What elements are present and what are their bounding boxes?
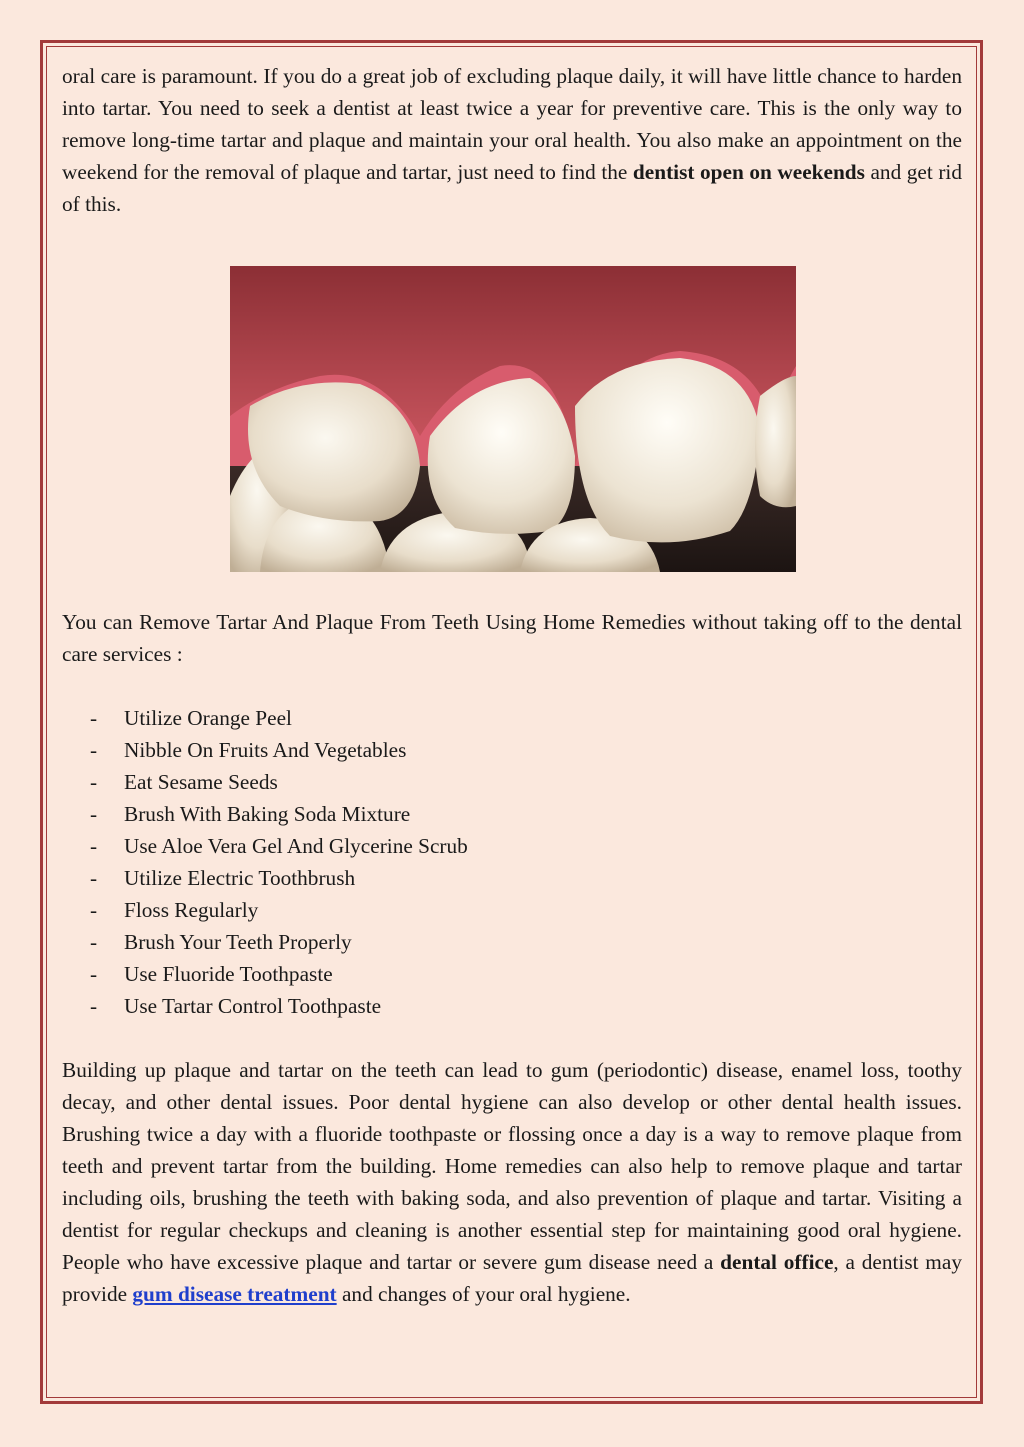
list-marker: - [90, 706, 98, 730]
list-item-label: Use Aloe Vera Gel And Glycerine Scrub [124, 834, 468, 858]
list-marker: - [90, 770, 98, 794]
remedies-intro: You can Remove Tartar And Plaque From Teeth Using Home Remedies without taking off to the dental care services : [62, 610, 962, 666]
list-item-label: Floss Regularly [124, 898, 259, 922]
list-marker: - [90, 802, 98, 826]
list-marker: - [90, 738, 98, 762]
list-item-label: Nibble On Fruits And Vegetables [124, 738, 407, 762]
list-marker: - [90, 898, 98, 922]
paragraph-text-middle: , a dentist may provide [62, 1250, 962, 1306]
list-item-label: Brush Your Teeth Properly [124, 930, 352, 954]
intro-paragraph [62, 60, 962, 220]
list-marker: - [90, 834, 98, 858]
list-item [62, 894, 962, 926]
list-marker: - [90, 962, 98, 986]
list-marker: - [90, 930, 98, 954]
remedies-list [62, 702, 962, 1022]
list-item [62, 702, 962, 734]
paragraph-text: oral care is paramount. If you do a great job of excluding plaque daily, it will have little chance to harden into tartar. You need to seek a dentist at least twice a year for preventive care. This is the only way to remove long-time tartar and plaque and maintain your oral health. You also make an appointment on the weekend for the removal of plaque and tartar, just need to find the [62, 64, 962, 184]
list-item [62, 830, 962, 862]
list-item-label: Brush With Baking Soda Mixture [124, 802, 411, 826]
list-item-label: Eat Sesame Seeds [124, 770, 278, 794]
paragraph-text-end: and get rid of this. [62, 160, 962, 216]
gum-disease-treatment-link[interactable]: gum disease treatment [132, 1282, 337, 1306]
bold-keyword: dentist open on weekends [632, 160, 865, 184]
closing-paragraph [62, 1054, 962, 1310]
list-item-label: Utilize Electric Toothbrush [124, 866, 356, 890]
bold-keyword: dental office [720, 1250, 834, 1274]
paragraph-text-end: and changes of your oral hygiene. [336, 1282, 631, 1306]
gum-teeth-photo [230, 266, 796, 572]
list-item [62, 798, 962, 830]
list-item-label: Use Fluoride Toothpaste [124, 962, 333, 986]
list-marker: - [90, 866, 98, 890]
list-item [62, 958, 962, 990]
list-marker: - [90, 994, 98, 1018]
list-item [62, 990, 962, 1022]
list-item-label: Utilize Orange Peel [124, 706, 292, 730]
list-item-label: Use Tartar Control Toothpaste [124, 994, 382, 1018]
list-item [62, 766, 962, 798]
list-item [62, 926, 962, 958]
list-item [62, 734, 962, 766]
paragraph-text: Building up plaque and tartar on the teeth can lead to gum (periodontic) disease, enamel loss, toothy decay, and other dental issues. Poor dental hygiene can also develop or other dental health issues. Brushing twice a day with a fluoride toothpaste or flossing once a day is a way to remove plaque from teeth and prevent tartar from the building. Home remedies can also help to remove plaque and tartar including oils, brushing the teeth with baking soda, and also prevention of plaque and tartar. Visiting a dentist for regular checkups and cleaning is another essential step for maintaining good oral hygiene. People who have excessive plaque and tartar or severe gum disease need a [62, 1058, 962, 1274]
list-item [62, 862, 962, 894]
page-content [62, 60, 962, 1310]
